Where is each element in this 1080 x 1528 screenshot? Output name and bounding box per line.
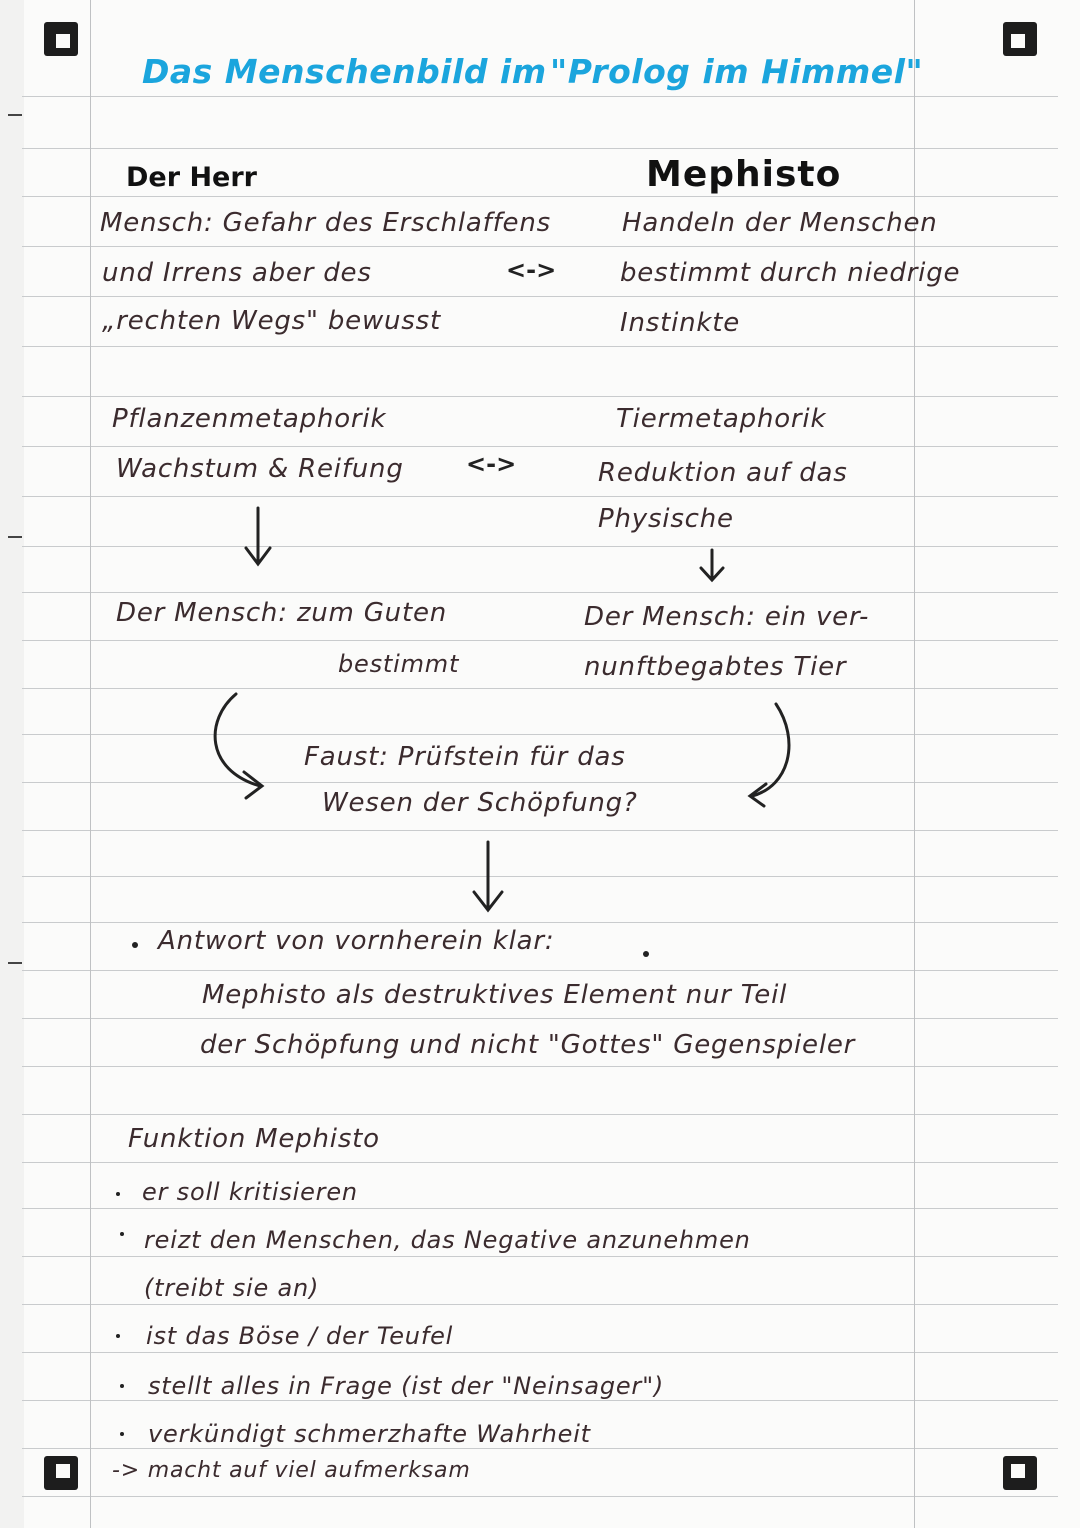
herr-metaphor: Pflanzenmetaphorik <box>112 404 387 434</box>
faust-line2: Wesen der Schöpfung? <box>322 788 638 818</box>
herr-line1: Mensch: Gefahr des Erschlaffens <box>100 208 551 238</box>
function-item: er soll kritisieren <box>142 1178 358 1206</box>
function-item: -> macht auf viel aufmerksam <box>112 1458 471 1483</box>
double-arrow: <-> <box>506 256 557 284</box>
mephisto-heading: Mephisto <box>646 154 842 195</box>
mephisto-conclusion-b: nunftbegabtes Tier <box>584 652 847 682</box>
function-item: (treibt sie an) <box>144 1274 320 1302</box>
herr-conclusion-b: bestimmt <box>338 650 460 678</box>
mephisto-metaphor-desc-a: Reduktion auf das <box>598 458 848 488</box>
function-item: stellt alles in Frage (ist der "Neinsager") <box>148 1372 665 1400</box>
mephisto-conclusion-a: Der Mensch: ein ver- <box>584 602 870 632</box>
title-part1: Das Menschenbild im <box>142 52 547 91</box>
answer-line1: Antwort von vornherein klar: <box>158 926 555 956</box>
title-part2: "Prolog im Himmel" <box>550 52 924 91</box>
mephisto-line3: Instinkte <box>620 308 741 338</box>
function-item: verkündigt schmerzhafte Wahrheit <box>148 1420 591 1448</box>
down-arrow <box>474 842 502 910</box>
herr-metaphor-desc: Wachstum & Reifung <box>116 454 404 484</box>
mephisto-metaphor: Tiermetaphorik <box>616 404 827 434</box>
mephisto-line2: bestimmt durch niedrige <box>620 258 961 288</box>
mephisto-metaphor-desc-b: Physische <box>598 504 734 534</box>
function-heading: Funktion Mephisto <box>128 1124 380 1154</box>
function-item: reizt den Menschen, das Negative anzunehmen <box>144 1226 751 1254</box>
curved-arrow-left <box>215 694 262 798</box>
faust-line1: Faust: Prüfstein für das <box>304 742 626 772</box>
mephisto-line1: Handeln der Menschen <box>622 208 938 238</box>
herr-conclusion-a: Der Mensch: zum Guten <box>116 598 448 628</box>
herr-heading: Der Herr <box>126 162 257 193</box>
function-item: ist das Böse / der Teufel <box>146 1322 454 1350</box>
curved-arrow-right <box>750 704 789 806</box>
down-arrow <box>246 508 270 564</box>
double-arrow: <-> <box>466 450 517 478</box>
herr-line3: „rechten Wegs" bewusst <box>102 306 441 336</box>
herr-line2: und Irrens aber des <box>102 258 372 288</box>
answer-line3: der Schöpfung und nicht "Gottes" Gegenspieler <box>200 1030 856 1060</box>
down-arrow <box>701 550 723 580</box>
answer-line2: Mephisto als destruktives Element nur Teil <box>202 980 788 1010</box>
